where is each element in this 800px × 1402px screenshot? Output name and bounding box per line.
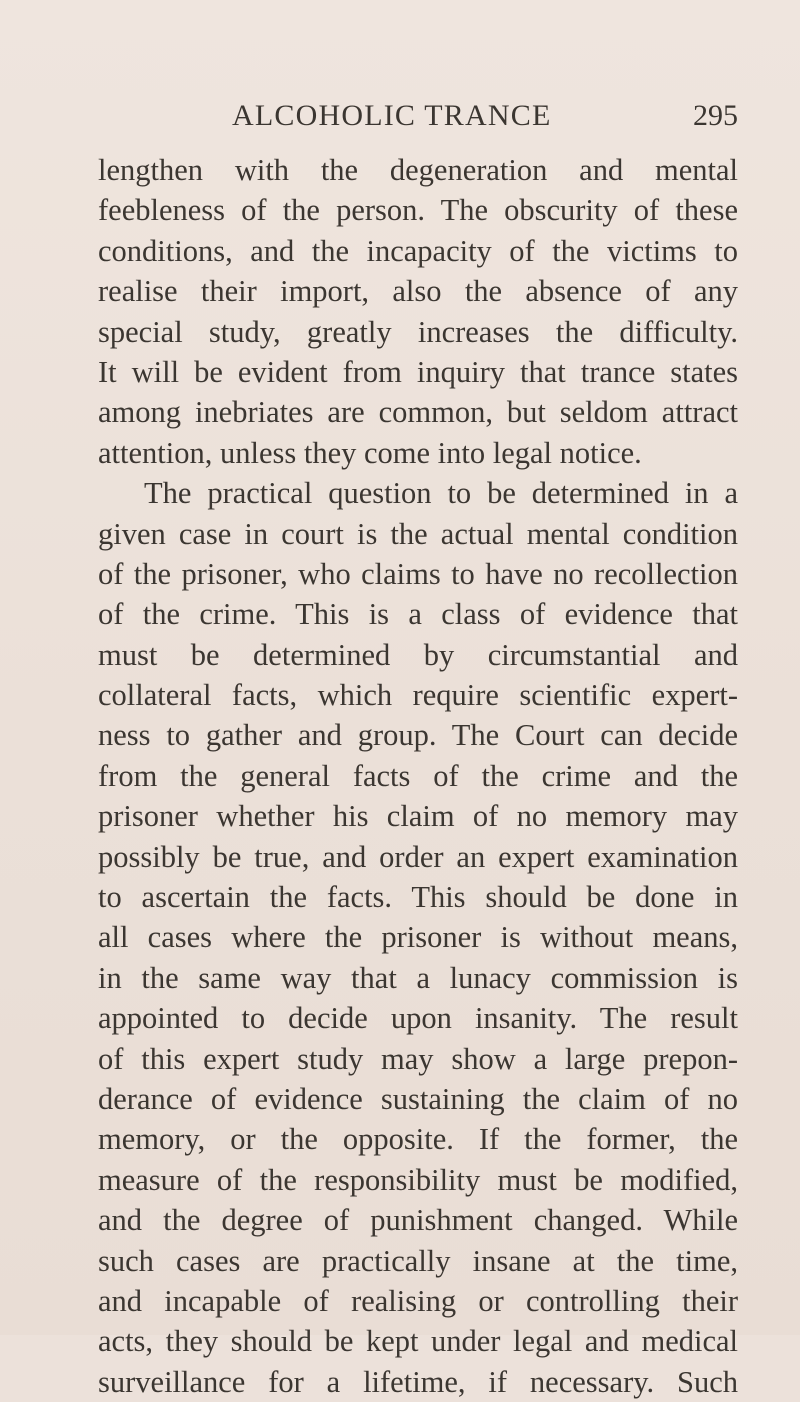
- text-line: feebleness of the person. The obscurity of these: [98, 193, 738, 228]
- text-line: prisoner whether his claim of no memory may: [98, 799, 738, 834]
- text-line: ness to gather and group. The Court can decide: [98, 718, 738, 753]
- text-line: collateral facts, which require scientific expert-: [98, 678, 738, 713]
- body-text: [98, 150, 738, 1402]
- text-line: realise their import, also the absence of any: [98, 274, 738, 309]
- text-line: possibly be true, and order an expert examination: [98, 839, 738, 874]
- running-head: [98, 94, 738, 138]
- text-line: must be determined by circumstantial and: [98, 637, 738, 672]
- page-number: 295: [693, 99, 738, 132]
- text-line: appointed to decide upon insanity. The result: [98, 1001, 738, 1036]
- text-line: given case in court is the actual mental condition: [98, 516, 738, 551]
- text-line: in the same way that a lunacy commission is: [98, 960, 738, 995]
- text-line: acts, they should be kept under legal and medical: [98, 1324, 738, 1359]
- text-line: of this expert study may show a large prepon-: [98, 1041, 738, 1076]
- text-line: special study, greatly increases the difficulty.: [98, 314, 738, 349]
- paragraph-end-line: attention, unless they come into legal notice.: [98, 435, 642, 470]
- text-line: It will be evident from inquiry that trance states: [98, 354, 738, 389]
- text-line: all cases where the prisoner is without means,: [98, 920, 738, 955]
- text-line: among inebriates are common, but seldom attract: [98, 395, 738, 430]
- text-line: to ascertain the facts. This should be done in: [98, 880, 738, 915]
- text-line: of the prisoner, who claims to have no recollection: [98, 556, 738, 591]
- text-line: conditions, and the incapacity of the victims to: [98, 233, 738, 268]
- text-line: surveillance for a lifetime, if necessary. Such: [98, 1364, 738, 1399]
- text-line: memory, or the opposite. If the former, the: [98, 1122, 738, 1157]
- text-line: of the crime. This is a class of evidence that: [98, 597, 738, 632]
- text-line: derance of evidence sustaining the claim of no: [98, 1081, 738, 1116]
- text-line: from the general facts of the crime and the: [98, 758, 738, 793]
- text-line: lengthen with the degeneration and mental: [98, 153, 738, 187]
- running-title: ALCOHOLIC TRANCE: [232, 99, 552, 132]
- text-line: and incapable of realising or controlling their: [98, 1283, 738, 1318]
- text-line: measure of the responsibility must be modified,: [98, 1162, 738, 1197]
- text-line: and the degree of punishment changed. While: [98, 1203, 738, 1238]
- paragraph-start-line: The practical question to be determined in a: [144, 476, 738, 511]
- text-line: such cases are practically insane at the time,: [98, 1243, 738, 1278]
